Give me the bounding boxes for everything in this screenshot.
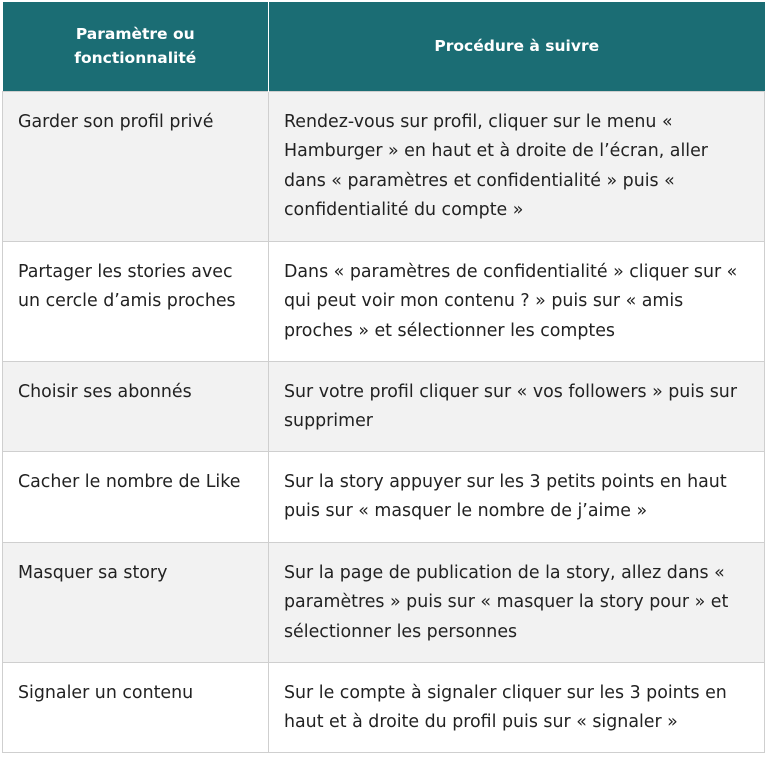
cell-setting: Signaler un contenu [3, 662, 269, 752]
header-procedure: Procédure à suivre [269, 2, 765, 91]
table-row [3, 662, 765, 752]
cell-procedure: Dans « paramètres de confidentialité » cliquer sur « qui peut voir mon contenu ? » puis sur « amis proches » et sélectionner les comptes [269, 241, 765, 361]
table-header-row [3, 2, 765, 91]
cell-procedure: Sur la story appuyer sur les 3 petits points en haut puis sur « masquer le nombre de j’aime » [269, 451, 765, 542]
table-row [3, 542, 765, 662]
settings-table [2, 2, 765, 753]
table-row [3, 91, 765, 241]
cell-procedure: Sur la page de publication de la story, allez dans « paramètres » puis sur « masquer la story pour » et sélectionner les personnes [269, 542, 765, 662]
cell-procedure: Sur votre profil cliquer sur « vos followers » puis sur supprimer [269, 361, 765, 451]
cell-setting: Partager les stories avec un cercle d’amis proches [3, 241, 269, 361]
cell-setting: Cacher le nombre de Like [3, 451, 269, 542]
cell-procedure: Rendez-vous sur profil, cliquer sur le menu « Hamburger » en haut et à droite de l’écran, aller dans « paramètres et confidentialité » puis « confidentialité du compte » [269, 91, 765, 241]
cell-setting: Masquer sa story [3, 542, 269, 662]
table-row [3, 241, 765, 361]
cell-setting: Garder son profil privé [3, 91, 269, 241]
cell-setting: Choisir ses abonnés [3, 361, 269, 451]
header-setting: Paramètre ou fonctionnalité [3, 2, 269, 91]
cell-procedure: Sur le compte à signaler cliquer sur les 3 points en haut et à droite du profil puis sur « signaler » [269, 662, 765, 752]
table-row [3, 361, 765, 451]
table-row [3, 451, 765, 542]
